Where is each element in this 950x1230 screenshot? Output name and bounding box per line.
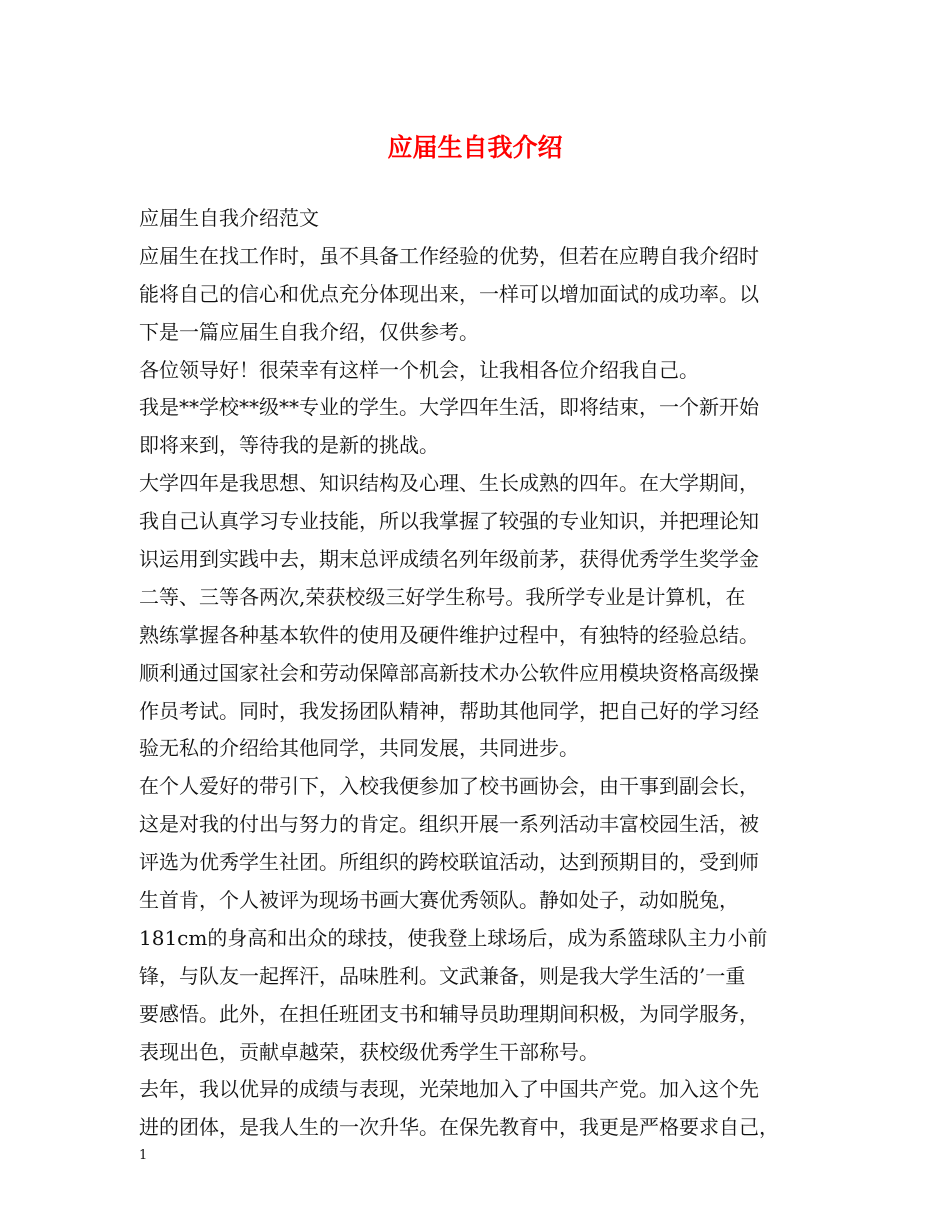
text-line: 进的团体，是我人生的一次升华。在保先教育中，我更是严格要求自己， <box>139 1115 779 1140</box>
text-line: 应届生自我介绍范文 <box>139 206 319 230</box>
text-line: 能将自己的信心和优点充分体现出来，一样可以增加面试的成功率。以 <box>139 281 759 306</box>
text-line: 即将来到，等待我的是新的挑战。 <box>139 433 439 458</box>
text-line: 在个人爱好的带引下，入校我便参加了校书画协会，由干事到副会长， <box>139 774 759 799</box>
text-line: 应届生在找工作时，虽不具备工作经验的优势，但若在应聘自我介绍时 <box>139 243 759 268</box>
page-number: 1 <box>139 1148 148 1163</box>
text-line: 顺利通过国家社会和劳动保障部高新技术办公软件应用模块资格高级操 <box>139 660 759 685</box>
text-line: 181cm的身高和出众的球技，使我登上球场后，成为系篮球队主力小前 <box>139 925 768 950</box>
text-line: 我自己认真学习专业技能，所以我掌握了较强的专业知识，并把理论知 <box>139 509 759 534</box>
text-line: 识运用到实践中去，期末总评成绩名列年级前茅，获得优秀学生奖学金 <box>139 547 759 572</box>
text-line: 验无私的介绍给其他同学，共同发展，共同进步。 <box>139 736 579 761</box>
text-line: 生首肯，个人被评为现场书画大赛优秀领队。静如处子，动如脱兔， <box>139 888 739 913</box>
text-line: 这是对我的付出与努力的肯定。组织开展一系列活动丰富校园生活，被 <box>139 812 759 837</box>
text-line: 下是一篇应届生自我介绍，仅供参考。 <box>139 319 479 344</box>
text-line: 熟练掌握各种基本软件的使用及硬件维护过程中，有独特的经验总结。 <box>139 622 759 647</box>
text-line: 评选为优秀学生社团。所组织的跨校联谊活动，达到预期目的，受到师 <box>139 850 759 875</box>
text-line: 要感悟。此外，在担任班团支书和辅导员助理期间积极，为同学服务， <box>139 1001 759 1026</box>
document-body <box>139 200 819 1147</box>
text-line: 作员考试。同时，我发扬团队精神，帮助其他同学，把自己好的学习经 <box>139 698 759 723</box>
text-line: 大学四年是我思想、知识结构及心理、生长成熟的四年。在大学期间， <box>139 471 759 496</box>
text-line: 二等、三等各两次,荣获校级三好学生称号。我所学专业是计算机，在 <box>139 584 746 609</box>
document-title: 应届生自我介绍 <box>387 133 563 162</box>
text-line: 各位领导好！很荣幸有这样一个机会，让我相各位介绍我自己。 <box>139 357 699 382</box>
text-line: 去年，我以优异的成绩与表现，光荣地加入了中国共产党。加入这个先 <box>139 1077 759 1102</box>
text-line: 我是**学校**级**专业的学生。大学四年生活，即将结束，一个新开始 <box>139 395 759 420</box>
text-line: 表现出色，贡献卓越荣，获校级优秀学生干部称号。 <box>139 1039 599 1064</box>
text-line: 锋，与队友一起挥汗，品味胜利。文武兼备，则是我大学生活的’一重 <box>139 963 746 988</box>
